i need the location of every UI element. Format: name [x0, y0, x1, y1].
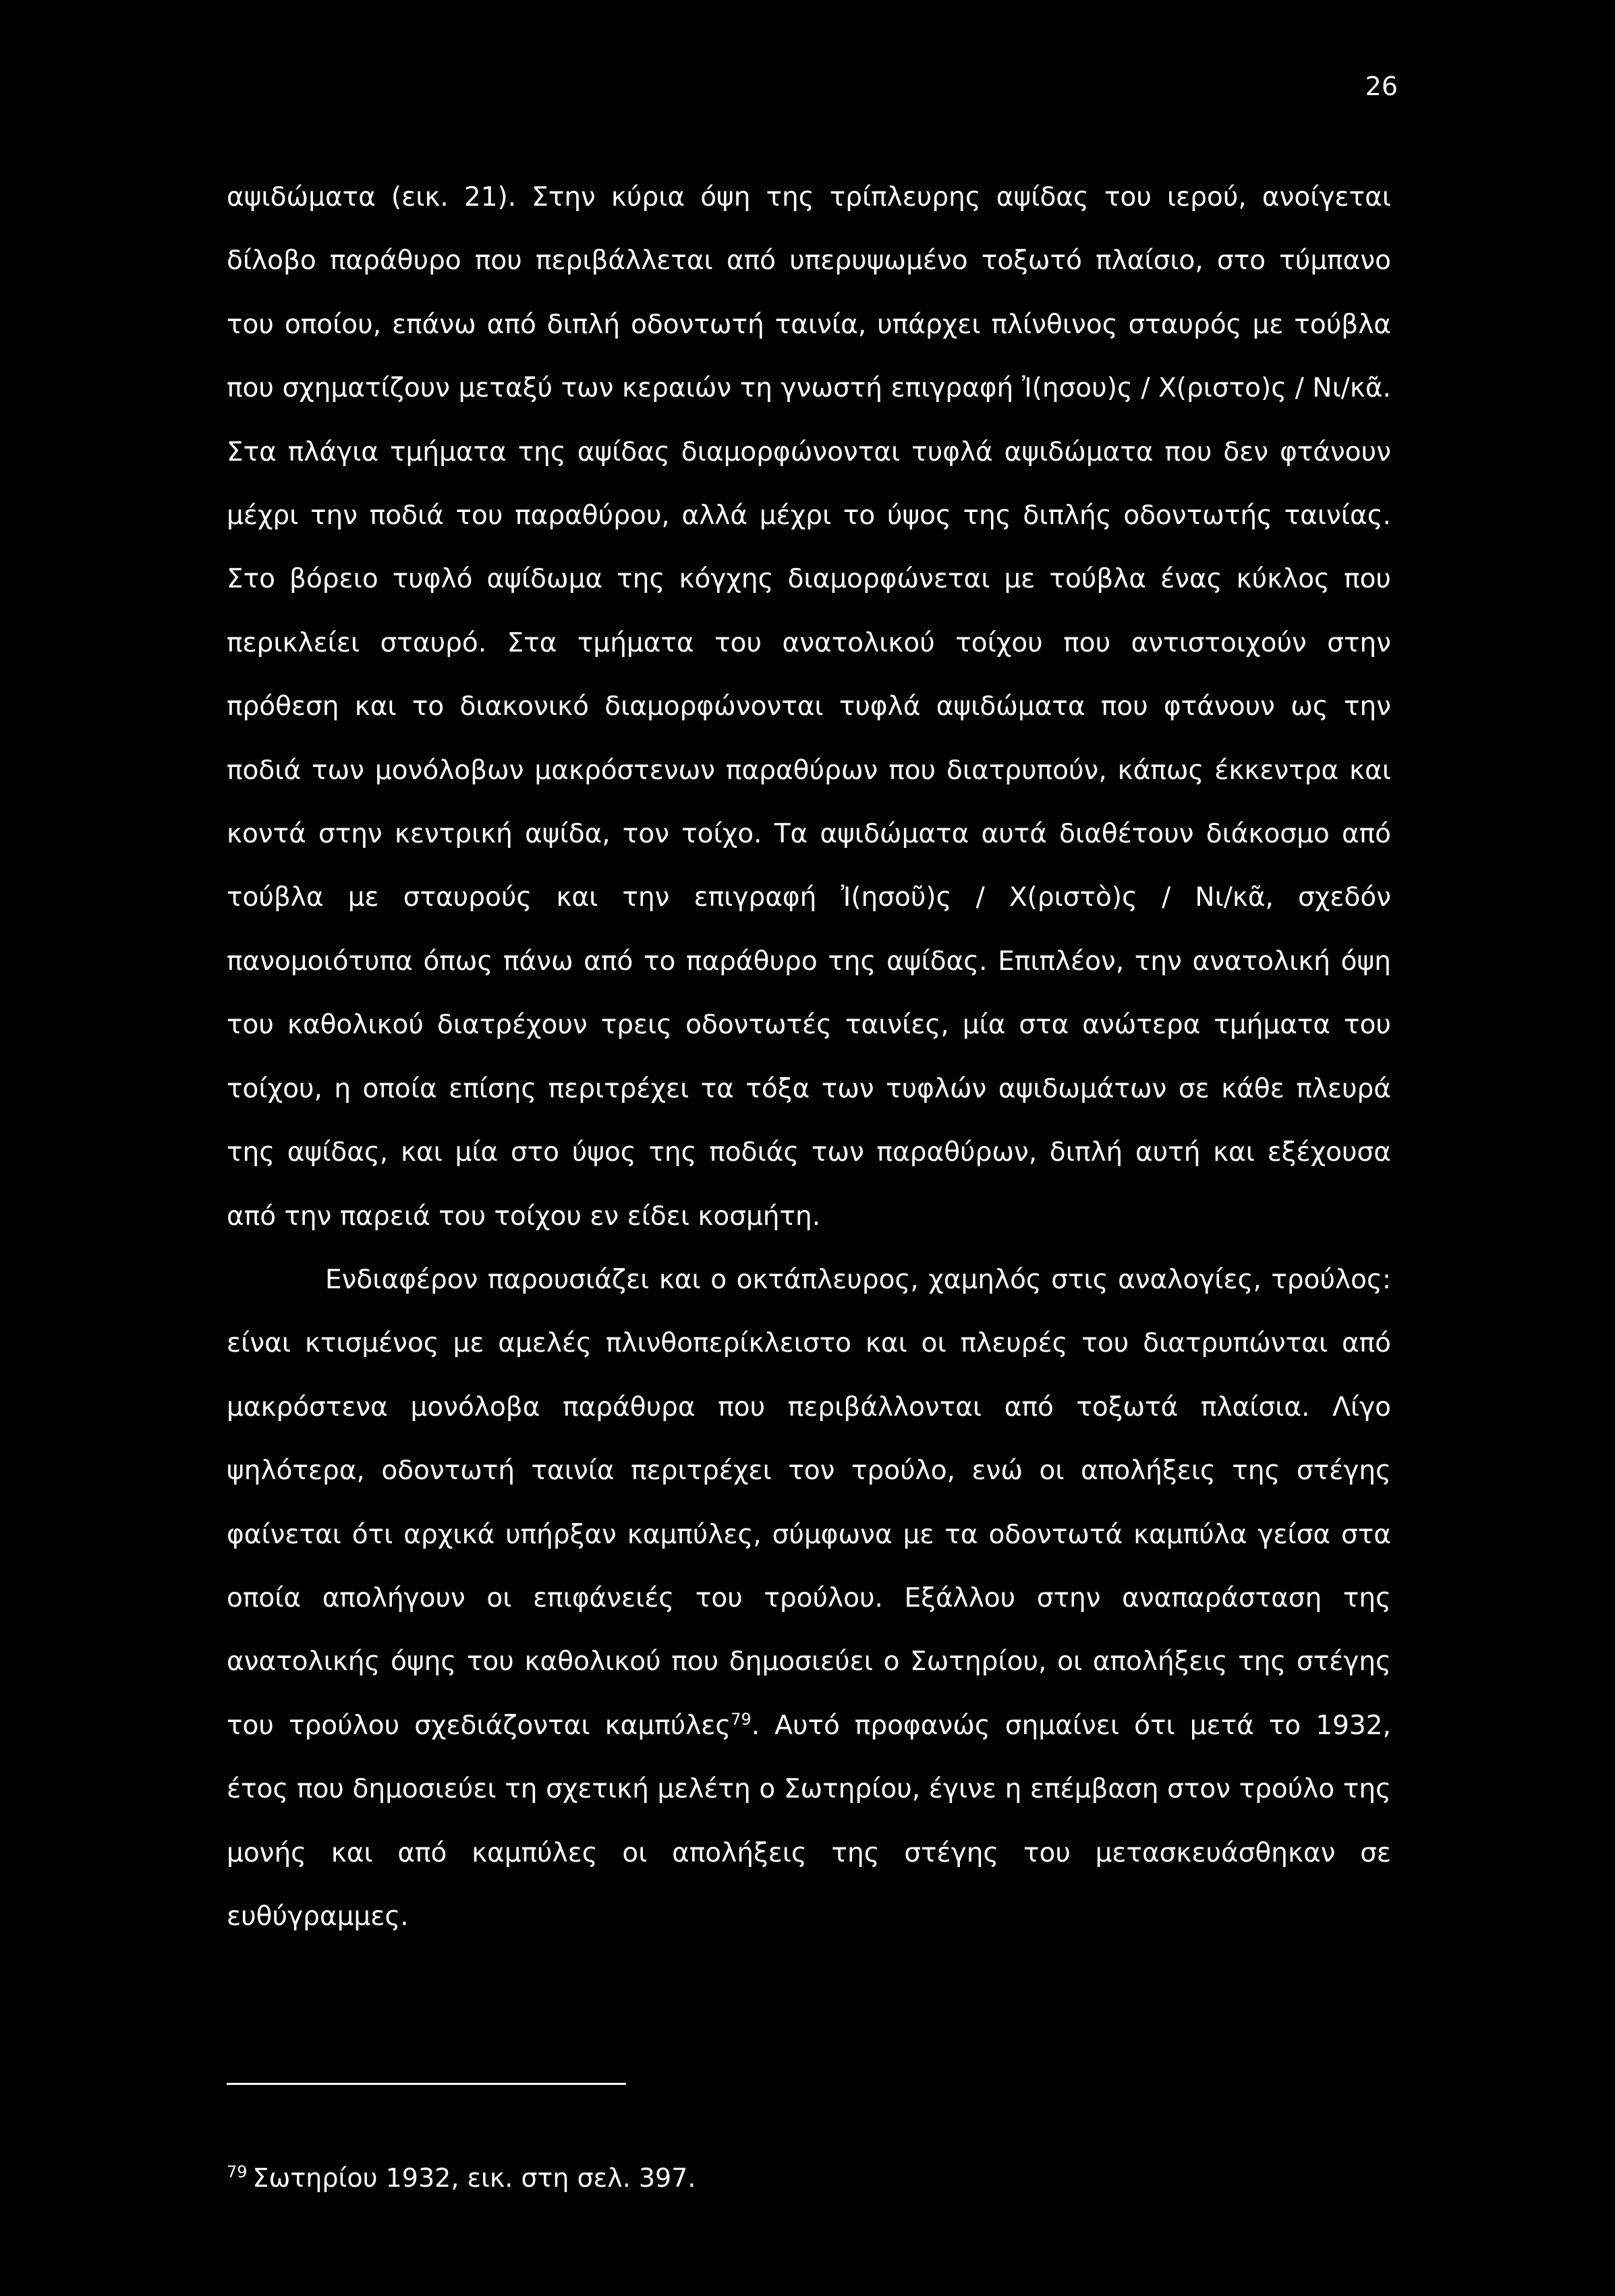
footnote-separator: [227, 2083, 626, 2085]
footnote-marker: 79: [227, 2162, 248, 2182]
body-text: [227, 166, 1391, 1949]
paragraph-2: [227, 1249, 1391, 1949]
footnote-text: Σωτηρίου 1932, εικ. στη σελ. 397.: [252, 2163, 696, 2193]
footnote-reference[interactable]: 79: [731, 1709, 752, 1729]
paragraph-2-text: Ενδιαφέρον παρουσιάζει και ο οκτάπλευρος, χαμηλός στις αναλογίες, τρούλος: είναι κτισμένος με αμελές πλινθοπερίκλειστο και οι πλευρές του διατρυπώνται από μακρόστενα μονόλοβα παράθυρα που περιβάλλονται από τοξωτά πλαίσια. Λίγο ψηλότερα, οδοντωτή ταινία περιτρέχει τον τρούλο, ενώ οι απολήξεις της στέγης φαίνεται ότι αρχικά υπήρξαν καμπύλες, σύμφωνα με τα οδοντωτά καμπύλα γείσα στα οποία απολήγουν οι επιφάνειές του τρούλου. Εξάλλου στην αναπαράσταση της ανατολικής όψης του καθολικού που δημοσιεύει ο Σωτηρίου, οι απολήξεις της στέγης του τρούλου σχεδιάζονται καμπύλες: [227, 1264, 1391, 1741]
paragraph-2-text-continued: . Αυτό προφανώς σημαίνει ότι μετά το 1932, έτος που δημοσιεύει τη σχετική μελέτη ο Σωτηρίου, έγινε η επέμβαση στον τρούλο της μονής και από καμπύλες οι απολήξεις της στέγης του μετασκευάσθηκαν σε ευθύγραμμες.: [227, 1710, 1391, 1932]
paragraph-1-text: αψιδώματα (εικ. 21). Στην κύρια όψη της τρίπλευρης αψίδας του ιερού, ανοίγεται δίλοβο παράθυρο που περιβάλλεται από υπερυψωμένο τοξωτό πλαίσιο, στο τύμπανο του οποίου, επάνω από διπλή οδοντωτή ταινία, υπάρχει πλίνθινος σταυρός με τούβλα που σχηματίζουν μεταξύ των κεραιών τη γνωστή επιγραφή Ἰ(ησου)ς / Χ(ριστο)ς / Νι/κᾶ. Στα πλάγια τμήματα της αψίδας διαμορφώνονται τυφλά αψιδώματα που δεν φτάνουν μέχρι την ποδιά του παραθύρου, αλλά μέχρι το ύψος της διπλής οδοντωτής ταινίας. Στο βόρειο τυφλό αψίδωμα της κόγχης διαμορφώνεται με τούβλα ένας κύκλος που περικλείει σταυρό. Στα τμήματα του ανατολικού τοίχου που αντιστοιχούν στην πρόθεση και το διακονικό διαμορφώνονται τυφλά αψιδώματα που φτάνουν ως την ποδιά των μονόλοβων μακρόστενων παραθύρων που διατρυπούν, κάπως έκκεντρα και κοντά στην κεντρική αψίδα, τον τοίχο. Τα αψιδώματα αυτά διαθέτουν διάκοσμο από τούβλα με σταυρούς και την επιγραφή Ἰ(ησοῦ)ς / Χ(ριστὸ)ς / Νι/κᾶ, σχεδόν πανομοιότυπα όπως πάνω από το παράθυρο της αψίδας. Επιπλέον, την ανατολική όψη του καθολικού διατρέχουν τρεις οδοντωτές ταινίες, μία στα ανώτερα τμήματα του τοίχου, η οποία επίσης περιτρέχει τα τόξα των τυφλών αψιδωμάτων σε κάθε πλευρά της αψίδας, και μία στο ύψος της ποδιάς των παραθύρων, διπλή αυτή και εξέχουσα από την παρειά του τοίχου εν είδει κοσμήτη.: [227, 182, 1391, 1232]
page-number: 26: [1365, 71, 1398, 101]
paragraph-1: [227, 166, 1391, 1249]
footnote: [227, 2161, 1391, 2195]
